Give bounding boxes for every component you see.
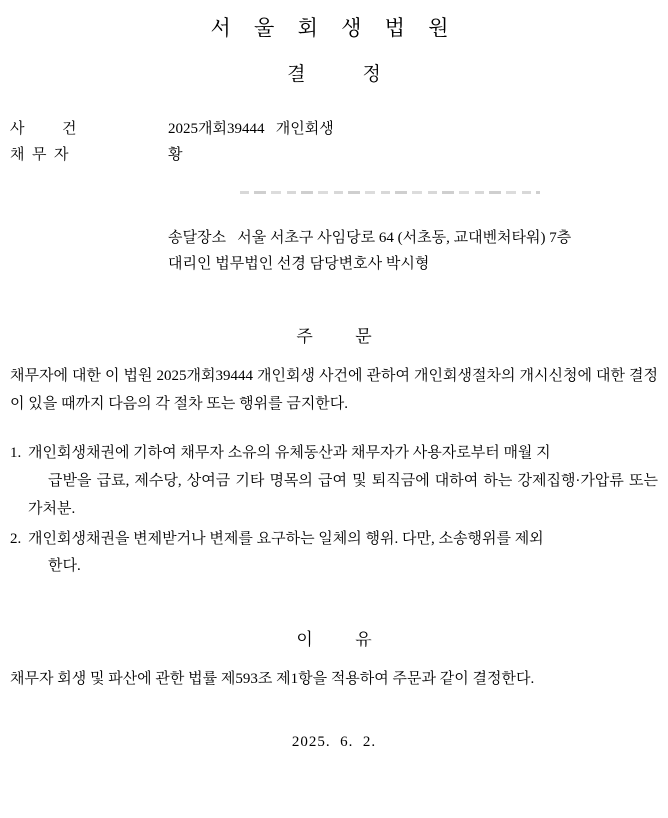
main-order-heading: 주 문 (296, 326, 372, 346)
case-info-block (10, 116, 658, 169)
list-item-body (28, 440, 658, 523)
case-info-row (10, 142, 658, 168)
service-address-line: 송달장소 서울 서초구 사임당로 64 (서초동, 교대벤처타워) 7층 (168, 229, 572, 246)
document-type-heading: 결 정 (287, 64, 381, 85)
main-order-list (10, 440, 658, 581)
reason-heading: 이 유 (296, 630, 372, 650)
list-item-body (28, 526, 658, 582)
redacted-personal-info (240, 187, 540, 198)
court-title: 서 울 회 생 법 원 (210, 16, 458, 40)
list-item-rest: 한다. (48, 558, 81, 575)
case-info-row (10, 116, 658, 142)
list-item (10, 440, 658, 523)
list-item-first-line: 개인회생채권을 변제받거나 변제를 요구하는 일체의 행위. 다만, 소송행위를 제외 (28, 530, 544, 547)
debtor-value: 황 (168, 147, 183, 164)
case-number-label: 사 건 (10, 121, 77, 137)
document-page (0, 12, 668, 818)
list-item (10, 526, 658, 582)
case-number-value: 2025개회39444 개인회생 (168, 121, 334, 137)
decision-date: 2025. 6. 2. (291, 733, 377, 750)
debtor-label: 채 무 자 (10, 147, 69, 164)
service-address-block (168, 225, 658, 278)
reason-text: 채무자 회생 및 파산에 관한 법률 제593조 제1항을 적용하여 주문과 같이 결정한다. (10, 671, 535, 688)
main-order-intro-text: 채무자에 대한 이 법원 2025개회39444 개인회생 사건에 관하여 개인회생절차의 개시신청에 대한 결정이 있을 때까지 다음의 각 절차 또는 행위를 금지한다. (10, 367, 658, 412)
list-item-first-line: 개인회생채권에 기하여 채무자 소유의 유체동산과 채무자가 사용자로부터 매월 지 (28, 445, 551, 462)
list-item-number: 1. (10, 445, 22, 462)
representative-line: 대리인 법무법인 선경 담당변호사 박시형 (168, 256, 430, 273)
main-order-intro (10, 363, 658, 419)
list-item-rest: 급받을 급료, 제수당, 상여금 기타 명목의 급여 및 퇴직금에 대하여 하는 강제집행·가압류 또는 가처분. (28, 473, 658, 517)
list-item-number: 2. (10, 530, 22, 547)
